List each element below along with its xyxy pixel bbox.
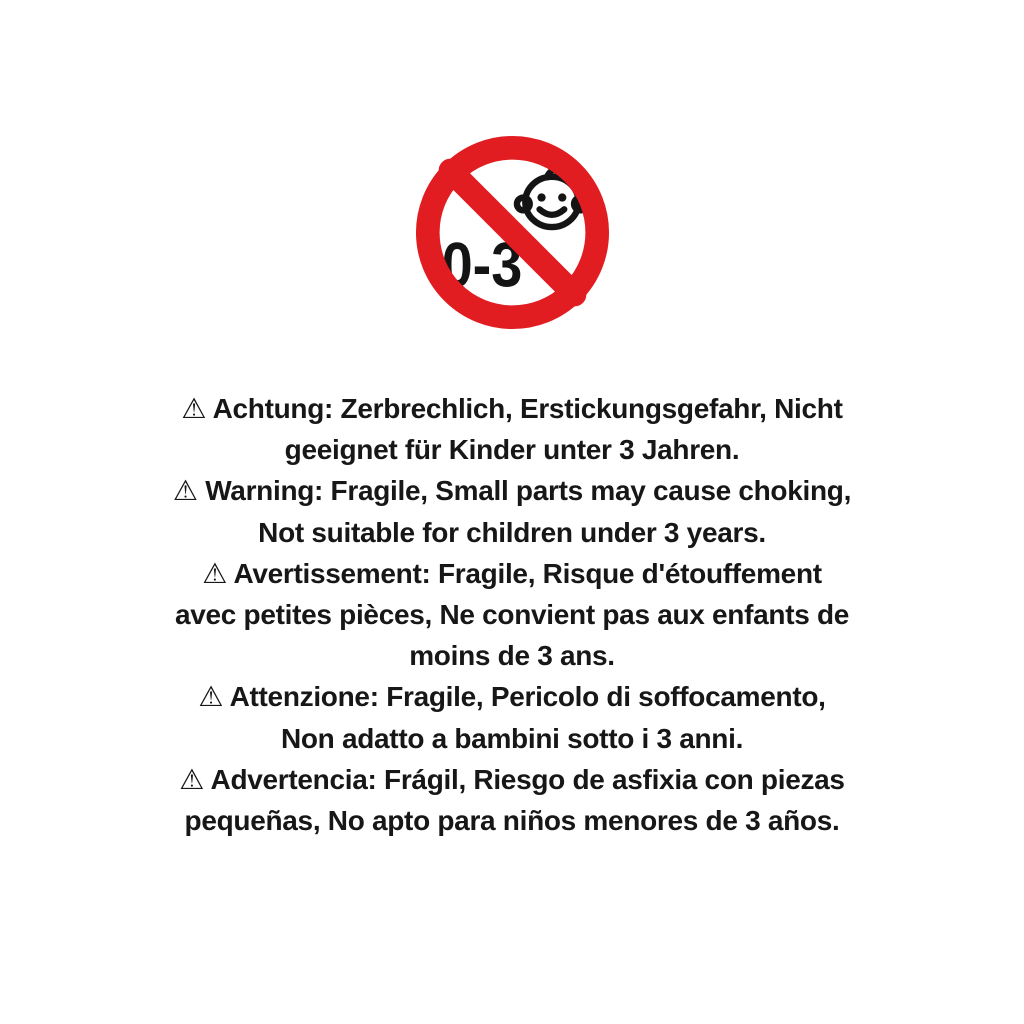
warning-line: ⚠ Advertencia: Frágil, Riesgo de asfixia con piezas: [179, 763, 845, 795]
baby-right-eye: [558, 193, 566, 201]
no-children-0-3-sign: [414, 134, 611, 331]
warning-italian: [82, 676, 942, 758]
warning-line: ⚠ Warning: Fragile, Small parts may cause choking,: [172, 475, 852, 507]
warning-english: [82, 470, 942, 552]
age-range-label: 0-3: [441, 230, 523, 301]
warning-line: pequeñas, No apto para niños menores de 3 años.: [184, 805, 840, 837]
warning-french: [82, 553, 942, 677]
warning-line: avec petites pièces, Ne convient pas aux enfants de: [174, 599, 850, 631]
warning-text-block: [82, 388, 942, 841]
warning-german: [82, 388, 942, 470]
warning-line: ⚠ Attenzione: Fragile, Pericolo di soffocamento,: [198, 681, 826, 713]
warning-line: geeignet für Kinder unter 3 Jahren.: [284, 434, 740, 466]
warning-spanish: [82, 759, 942, 841]
baby-smile: [540, 209, 565, 214]
baby-left-eye: [537, 193, 545, 201]
prohibition-sign-graphic: [414, 134, 611, 331]
warning-line: Non adatto a bambini sotto i 3 anni.: [280, 722, 744, 754]
warning-line: ⚠ Avertissement: Fragile, Risque d'étouffement: [202, 557, 822, 589]
warning-line: moins de 3 ans.: [409, 640, 615, 672]
warning-line: Not suitable for children under 3 years.: [258, 516, 766, 548]
warning-line: ⚠ Achtung: Zerbrechlich, Erstickungsgefahr, Nicht: [181, 393, 843, 424]
